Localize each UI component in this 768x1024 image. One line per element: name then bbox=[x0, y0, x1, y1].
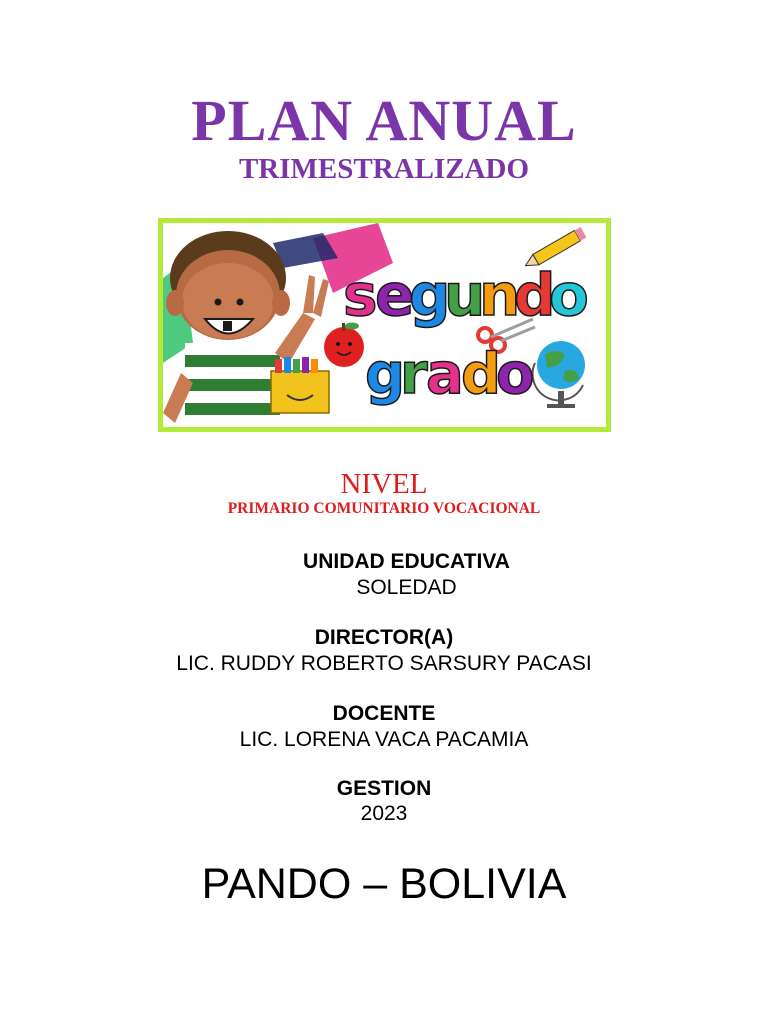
document-subtitle: TRIMESTRALIZADO bbox=[238, 153, 530, 185]
svg-text:s: s bbox=[343, 261, 378, 329]
director-value: LIC. RUDDY ROBERTO SARSURY PACASI bbox=[176, 652, 592, 675]
document-title: PLAN ANUAL bbox=[191, 88, 577, 153]
crayon-box-icon bbox=[271, 357, 329, 413]
svg-text:e: e bbox=[375, 261, 415, 329]
unidad-educativa-value: SOLEDAD bbox=[356, 576, 457, 599]
svg-text:o: o bbox=[496, 342, 535, 407]
svg-text:n: n bbox=[479, 261, 521, 329]
svg-text:r: r bbox=[400, 342, 428, 407]
grade-banner-image bbox=[158, 218, 611, 432]
director-label: DIRECTOR(A) bbox=[314, 626, 454, 649]
svg-text:a: a bbox=[426, 342, 464, 407]
svg-text:d: d bbox=[461, 342, 502, 407]
banner-word-grado bbox=[365, 342, 534, 407]
banner-word-segundo bbox=[343, 261, 589, 329]
unidad-educativa-label: UNIDAD EDUCATIVA bbox=[303, 550, 510, 573]
apple-icon bbox=[324, 323, 364, 368]
nivel-value: PRIMARIO COMUNITARIO VOCACIONAL bbox=[227, 500, 541, 517]
svg-text:g: g bbox=[365, 342, 406, 407]
docente-label: DOCENTE bbox=[332, 702, 436, 725]
svg-text:u: u bbox=[444, 261, 486, 329]
gestion-label: GESTION bbox=[336, 777, 432, 800]
svg-text:g: g bbox=[409, 261, 451, 329]
banner-illustration bbox=[163, 223, 606, 427]
nivel-heading: NIVEL bbox=[340, 468, 428, 500]
gestion-value: 2023 bbox=[360, 802, 408, 825]
docente-value: LIC. LORENA VACA PACAMIA bbox=[239, 728, 529, 751]
svg-text:d: d bbox=[514, 261, 556, 329]
location-footer: PANDO – BOLIVIA bbox=[201, 860, 567, 908]
svg-text:o: o bbox=[549, 261, 589, 329]
globe-icon bbox=[533, 341, 585, 408]
